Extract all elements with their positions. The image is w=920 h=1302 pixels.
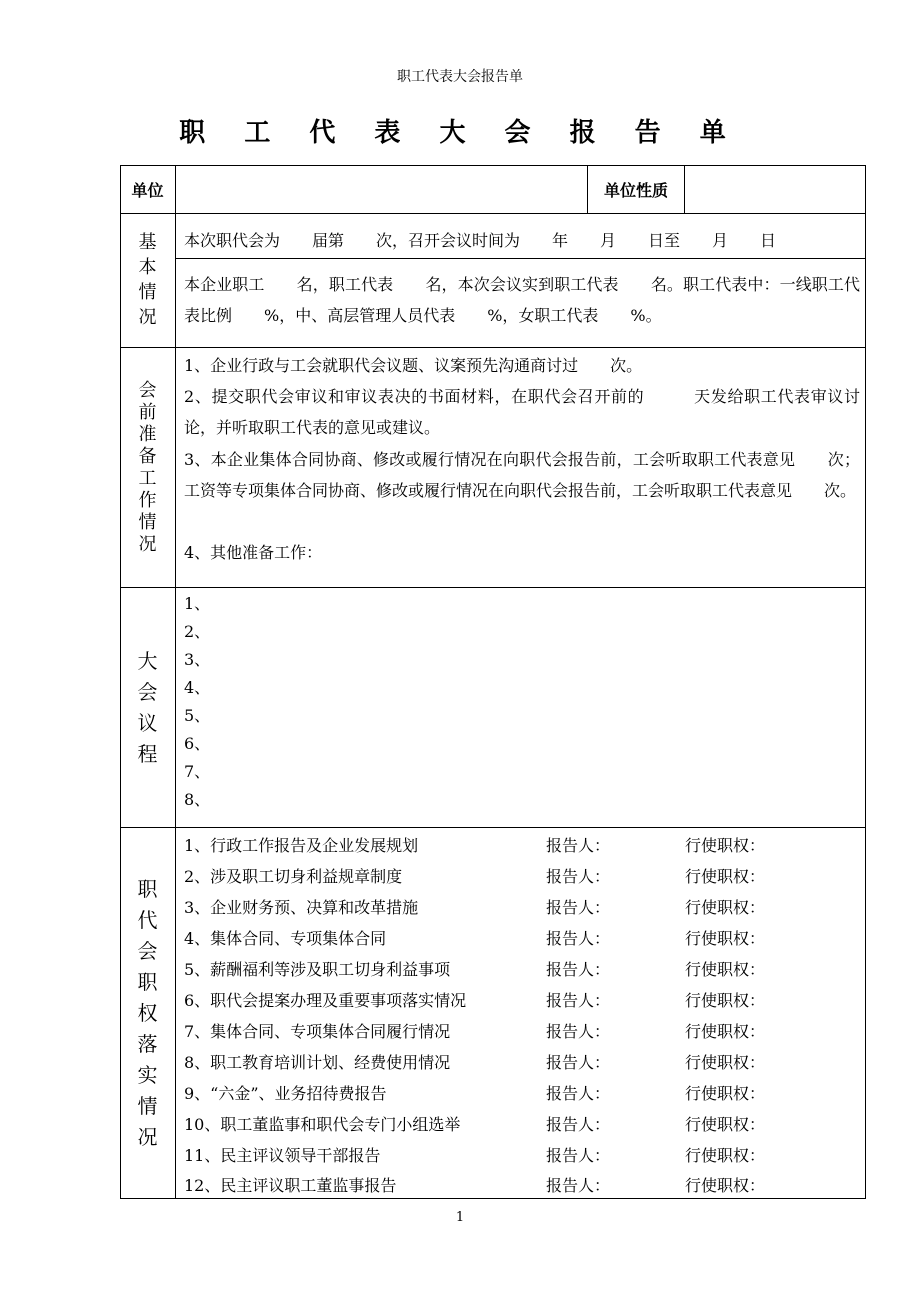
power-row (184, 1049, 854, 1077)
report-form-table (120, 165, 866, 1199)
power-item: 8、职工教育培训计划、经费使用情况 (184, 1053, 451, 1072)
power-exercise-label: 行使职权： (685, 836, 766, 855)
power-item: 2、涉及职工切身利益规章制度 (184, 867, 403, 886)
label-char: 况 (138, 307, 157, 328)
reporter-label: 报告人： (546, 1084, 611, 1103)
agenda-item: 5、 (184, 706, 211, 725)
label-char: 代 (137, 907, 158, 932)
basic-session-line: 本次职代会为 届第 次，召开会议时间为 年 月 日至 月 日 (184, 231, 777, 250)
agenda-item: 8、 (184, 790, 211, 809)
power-exercise-label: 行使职权： (685, 960, 766, 979)
reporter-label: 报告人： (546, 960, 611, 979)
power-exercise-label: 行使职权： (685, 1115, 766, 1134)
power-row (184, 1111, 854, 1139)
unit-nature-label: 单位性质 (603, 180, 668, 200)
reporter-label: 报告人： (546, 1176, 611, 1195)
label-char: 会 (137, 938, 158, 963)
power-item: 9、“六金”、业务招待费报告 (184, 1084, 387, 1103)
label-char: 会 (137, 679, 158, 704)
power-item: 5、薪酬福利等涉及职工切身利益事项 (184, 960, 451, 979)
prep-item: 3、本企业集体合同协商、修改或履行情况在向职代会报告前，工会听取职工代表意见 次；工资等专项集体合同协商、修改或履行情况在向职代会报告前，工会听取职工代表意见 次。 (184, 450, 860, 500)
label-char: 况 (137, 1124, 158, 1149)
power-row (184, 832, 854, 860)
reporter-label: 报告人： (546, 1022, 611, 1041)
power-exercise-label: 行使职权： (685, 1022, 766, 1041)
power-row (184, 1172, 854, 1200)
agenda-item: 3、 (184, 650, 211, 669)
label-char: 职 (137, 876, 158, 901)
label-char: 情 (138, 282, 157, 303)
reporter-label: 报告人： (546, 1146, 611, 1165)
agenda-item: 7、 (184, 762, 211, 781)
row-divider (175, 258, 866, 259)
label-char: 实 (137, 1062, 158, 1087)
agenda-item: 1、 (184, 594, 211, 613)
basic-staff-paragraph: 本企业职工 名，职工代表 名，本次会议实到职工代表 名。职工代表中：一线职工代表比例 %，中、高层管理人员代表 %，女职工代表 %。 (184, 275, 860, 325)
unit-nature-field[interactable] (685, 165, 865, 213)
reporter-label: 报告人： (546, 929, 611, 948)
basic-info-label (120, 214, 175, 347)
label-char: 落 (137, 1031, 158, 1056)
agenda-label (120, 588, 175, 827)
prep-item: 2、提交职代会审议和审议表决的书面材料，在职代会召开前的 天发给职工代表审议讨论，并听取职工代表的意见或建议。 (184, 387, 860, 437)
power-item: 4、集体合同、专项集体合同 (184, 929, 387, 948)
reporter-label: 报告人： (546, 836, 611, 855)
label-char: 权 (137, 1000, 158, 1025)
prep-item: 1、企业行政与工会就职代会议题、议案预先沟通商讨过 次。 (184, 356, 643, 375)
row-divider (120, 587, 866, 588)
power-exercise-label: 行使职权： (685, 867, 766, 886)
agenda-item: 6、 (184, 734, 211, 753)
label-char: 前 (138, 401, 157, 423)
unit-field[interactable] (176, 165, 587, 213)
label-char: 会 (138, 379, 157, 401)
power-item: 3、企业财务预、决算和改革措施 (184, 898, 419, 917)
power-item: 1、行政工作报告及企业发展规划 (184, 836, 419, 855)
power-item: 7、集体合同、专项集体合同履行情况 (184, 1022, 451, 1041)
power-item: 6、职代会提案办理及重要事项落实情况 (184, 991, 467, 1010)
unit-label: 单位 (131, 180, 164, 200)
power-exercise-label: 行使职权： (685, 929, 766, 948)
power-row (184, 925, 854, 953)
row-divider (120, 347, 866, 348)
label-char: 大 (137, 648, 158, 673)
reporter-label: 报告人： (546, 991, 611, 1010)
label-char: 议 (137, 710, 158, 735)
label-char: 作 (138, 489, 157, 511)
power-exercise-label: 行使职权： (685, 1084, 766, 1103)
table-border-right (865, 165, 866, 1199)
power-row (184, 987, 854, 1015)
power-exercise-label: 行使职权： (685, 1053, 766, 1072)
power-exercise-label: 行使职权： (685, 991, 766, 1010)
prep-work-label (120, 348, 175, 587)
row-divider (120, 213, 866, 214)
power-row (184, 1018, 854, 1046)
power-row (184, 894, 854, 922)
label-char: 程 (137, 741, 158, 766)
label-char: 准 (138, 423, 157, 445)
page-number: 1 (455, 1210, 465, 1225)
running-header: 职工代表大会报告单 (397, 69, 523, 85)
reporter-label: 报告人： (546, 1115, 611, 1134)
power-exercise-label: 行使职权： (685, 1146, 766, 1165)
power-item: 12、民主评议职工董监事报告 (184, 1176, 397, 1195)
label-char: 本 (138, 257, 157, 278)
agenda-item: 2、 (184, 622, 211, 641)
row-divider (120, 827, 866, 828)
page-title: 职 工 代 表 大 会 报 告 单 (179, 118, 741, 148)
reporter-label: 报告人： (546, 1053, 611, 1072)
reporter-label: 报告人： (546, 867, 611, 886)
label-char: 情 (138, 511, 157, 533)
power-item: 11、民主评议领导干部报告 (184, 1146, 381, 1165)
label-char: 职 (137, 969, 158, 994)
label-column-divider (175, 165, 176, 1199)
prep-item: 4、其他准备工作： (184, 543, 323, 562)
powers-label (120, 828, 175, 1198)
power-exercise-label: 行使职权： (685, 898, 766, 917)
label-char: 况 (138, 533, 157, 555)
agenda-item: 4、 (184, 678, 211, 697)
label-char: 情 (137, 1093, 158, 1118)
power-row (184, 1142, 854, 1170)
power-exercise-label: 行使职权： (685, 1176, 766, 1195)
label-char: 工 (138, 467, 157, 489)
reporter-label: 报告人： (546, 898, 611, 917)
label-char: 基 (138, 232, 157, 253)
power-row (184, 863, 854, 891)
power-row (184, 956, 854, 984)
power-item: 10、职工董监事和职代会专门小组选举 (184, 1115, 461, 1134)
label-char: 备 (138, 445, 157, 467)
power-row (184, 1080, 854, 1108)
